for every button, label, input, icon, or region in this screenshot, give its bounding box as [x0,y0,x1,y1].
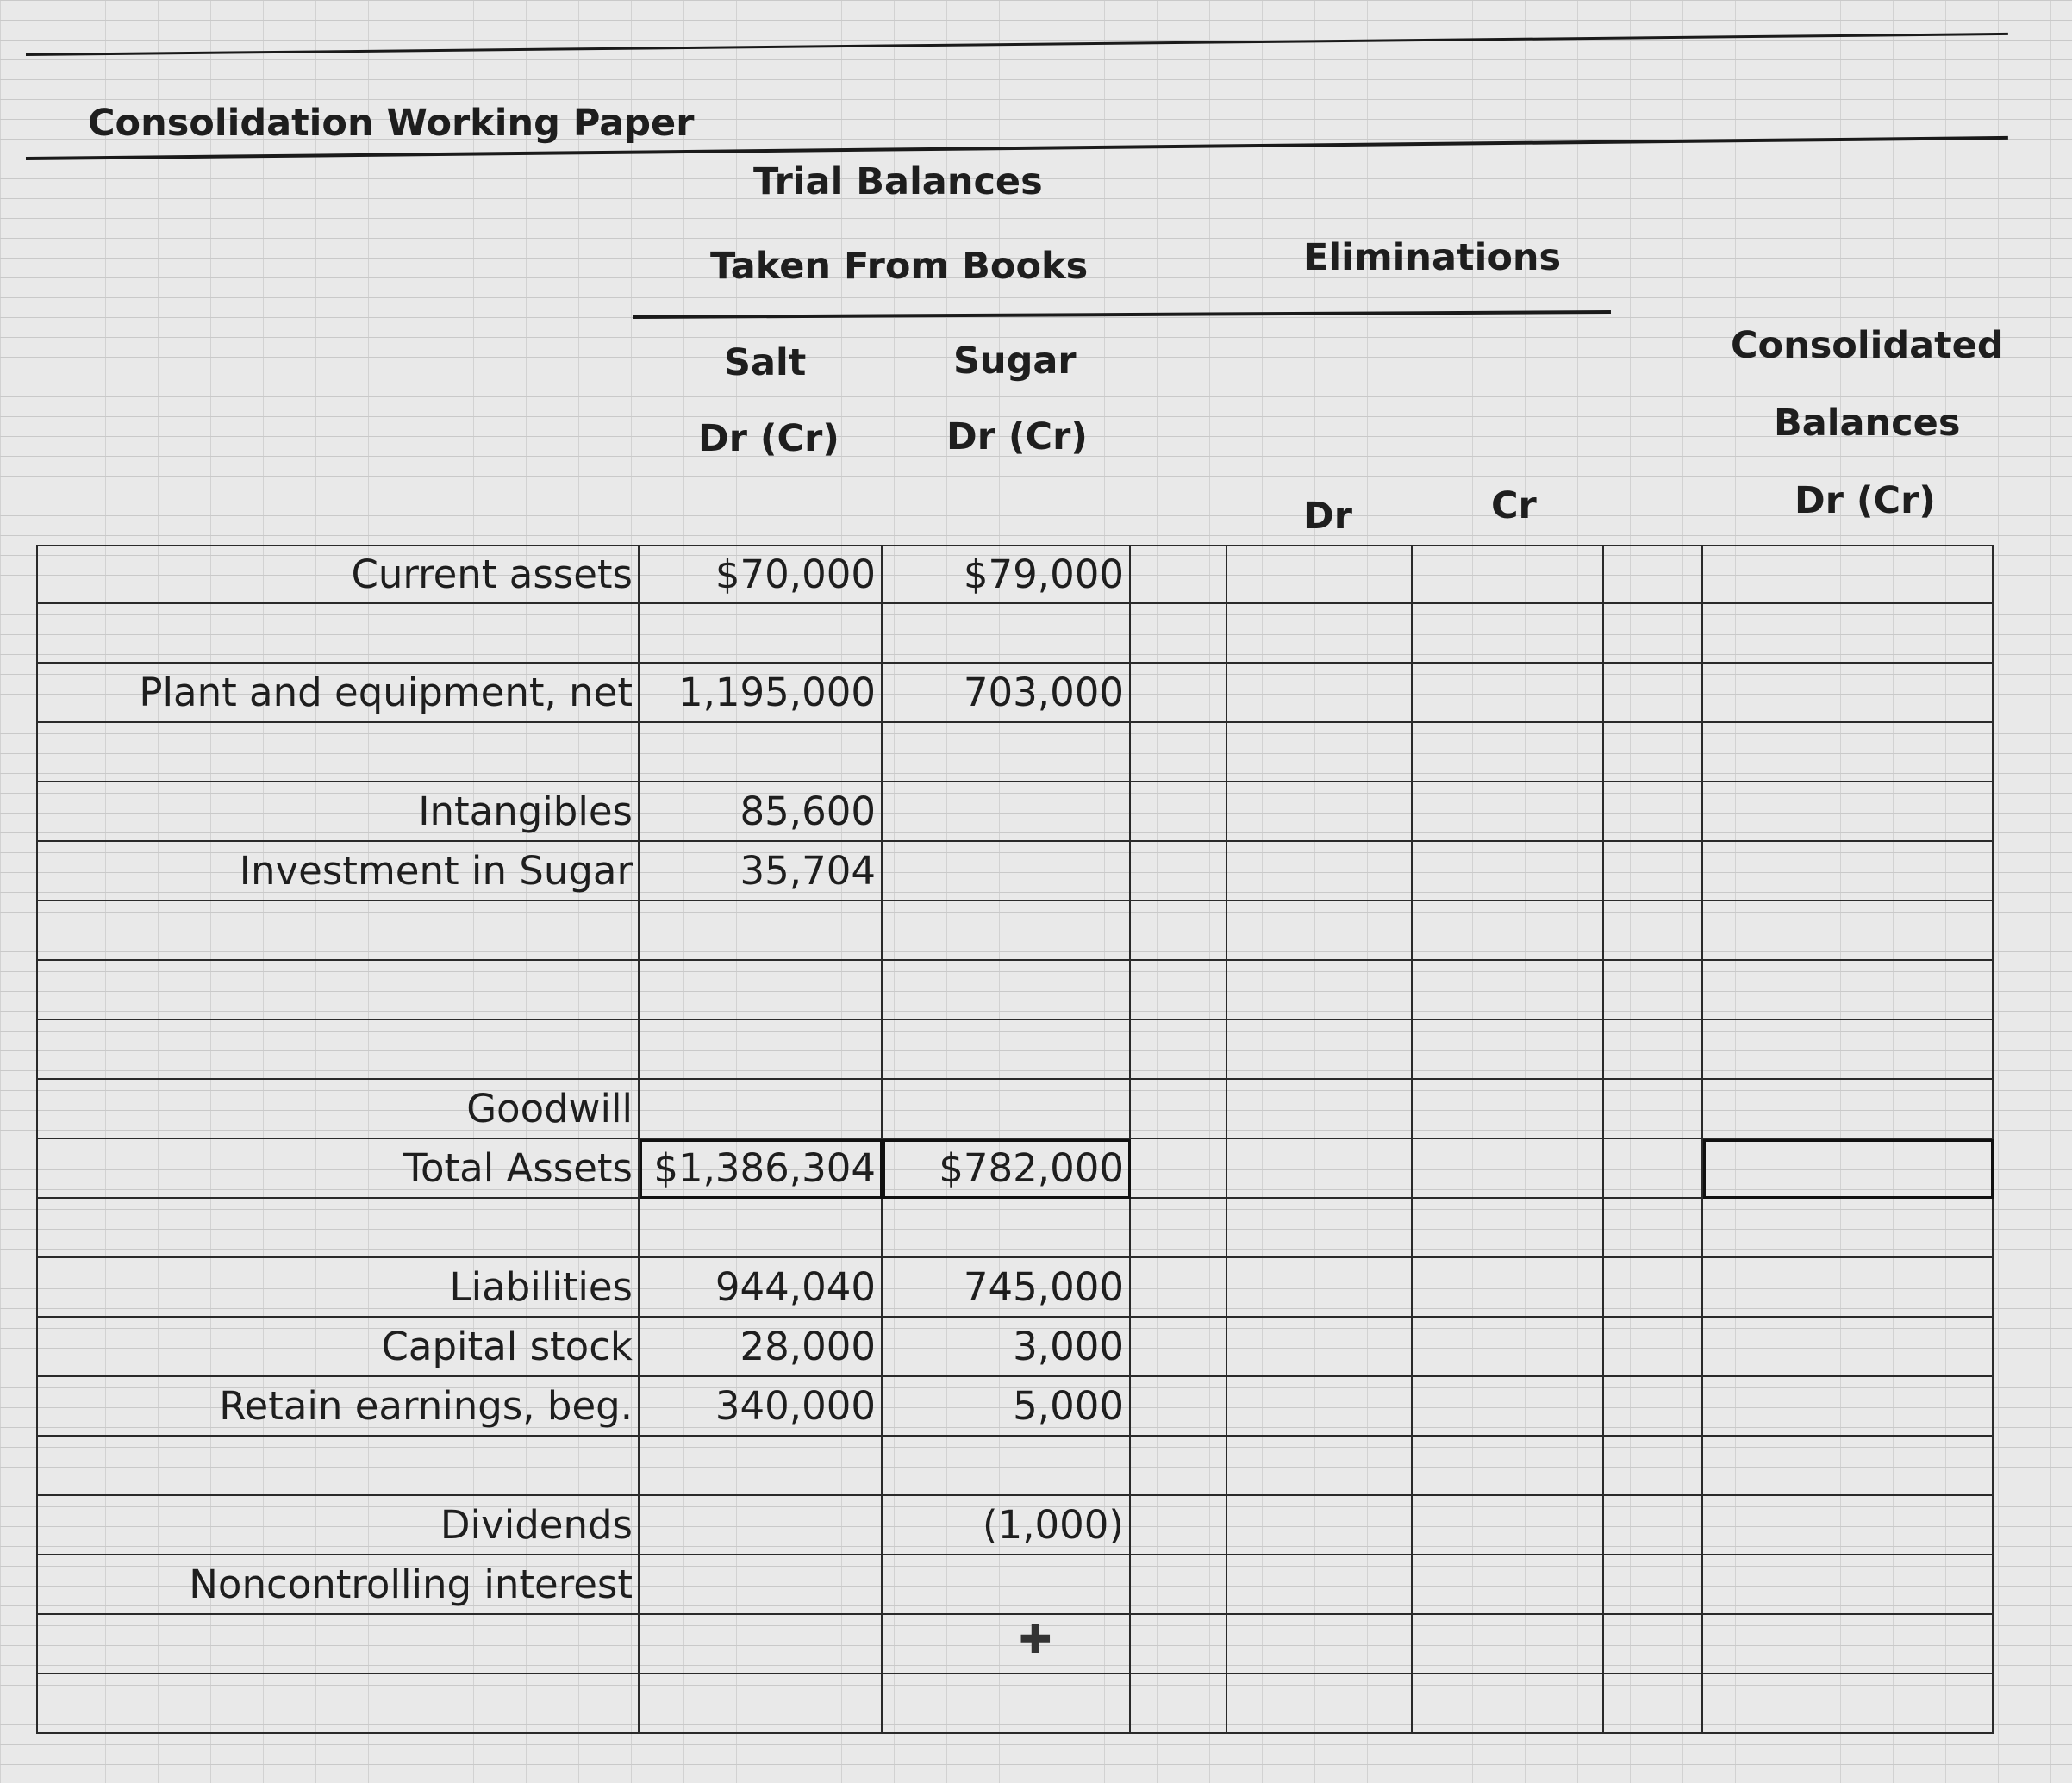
sugar-value[interactable]: 745,000 [883,1258,1131,1318]
sugar-value[interactable]: (1,000) [883,1496,1131,1555]
consolidated-cell[interactable] [1703,1080,1994,1139]
consolidated-cell[interactable] [1703,545,1994,604]
elim-cr-cell[interactable] [1413,1318,1604,1377]
elim-cr-cell[interactable] [1413,1080,1604,1139]
spacer-cell[interactable] [1131,782,1227,842]
elim-cr-cell[interactable] [1413,1199,1604,1258]
salt-value[interactable]: 944,040 [640,1258,883,1318]
consolidated-cell[interactable] [1703,723,1994,782]
spacer-cell[interactable] [1131,842,1227,901]
elim-dr-cell[interactable] [1227,723,1413,782]
spacer-cell[interactable] [1604,604,1703,664]
row-label[interactable]: Liabilities [36,1258,640,1318]
spacer-cell[interactable] [1604,961,1703,1020]
spacer-cell[interactable] [1131,1555,1227,1615]
sugar-value[interactable]: 703,000 [883,664,1131,723]
spacer-cell[interactable] [1604,1080,1703,1139]
salt-value[interactable] [640,961,883,1020]
row-label[interactable]: Current assets [36,545,640,604]
elim-cr-cell[interactable] [1413,723,1604,782]
top-rule [26,33,2008,56]
elim-cr-cell[interactable] [1413,1496,1604,1555]
salt-value[interactable]: 35,704 [640,842,883,901]
elim-dr-cell[interactable] [1227,1139,1413,1199]
elim-dr-cell[interactable] [1227,842,1413,901]
elim-dr-cell[interactable] [1227,1258,1413,1318]
salt-value[interactable]: $1,386,304 [640,1139,883,1199]
spacer-cell[interactable] [1604,842,1703,901]
elim-cr-cell[interactable] [1413,961,1604,1020]
elim-cr-cell[interactable] [1413,1020,1604,1080]
row-label[interactable]: Plant and equipment, net [36,664,640,723]
row-label[interactable] [36,1615,640,1674]
row-label[interactable] [36,1199,640,1258]
salt-value[interactable] [640,604,883,664]
consolidated-cell[interactable] [1703,1318,1994,1377]
consolidated-cell[interactable] [1703,1615,1994,1674]
sugar-value[interactable] [883,604,1131,664]
salt-value[interactable] [640,1496,883,1555]
row-label[interactable] [36,901,640,961]
sugar-value[interactable] [883,1674,1131,1734]
spacer-cell[interactable] [1131,545,1227,604]
consolidated-cell[interactable] [1703,961,1994,1020]
row-label[interactable] [36,1437,640,1496]
salt-value[interactable] [640,1199,883,1258]
spacer-cell[interactable] [1131,1318,1227,1377]
spacer-cell[interactable] [1604,664,1703,723]
salt-value[interactable] [640,1555,883,1615]
sugar-value[interactable]: 5,000 [883,1377,1131,1437]
elim-cr-cell[interactable] [1413,1674,1604,1734]
row-label[interactable]: Retain earnings, beg. [36,1377,640,1437]
consolidated-cell[interactable] [1703,842,1994,901]
consolidated-cell[interactable] [1703,1258,1994,1318]
elim-dr-cell[interactable] [1227,1377,1413,1437]
header-cr: Cr [1491,484,1537,527]
spacer-cell[interactable] [1131,1258,1227,1318]
spacer-cell[interactable] [1604,782,1703,842]
spacer-cell[interactable] [1604,1496,1703,1555]
spacer-cell[interactable] [1604,1139,1703,1199]
elim-dr-cell[interactable] [1227,1615,1413,1674]
salt-value[interactable]: 28,000 [640,1318,883,1377]
header-balances: Balances [1774,402,1961,445]
salt-value[interactable]: 1,195,000 [640,664,883,723]
row-label[interactable] [36,1020,640,1080]
consolidated-cell[interactable] [1703,1139,1994,1199]
salt-value[interactable] [640,1437,883,1496]
spacer-cell[interactable] [1131,1199,1227,1258]
spacer-cell[interactable] [1604,1318,1703,1377]
sugar-value[interactable] [883,1437,1131,1496]
elim-dr-cell[interactable] [1227,901,1413,961]
spacer-cell[interactable] [1131,1139,1227,1199]
consolidated-cell[interactable] [1703,782,1994,842]
spacer-cell[interactable] [1131,604,1227,664]
sugar-value[interactable] [883,961,1131,1020]
header-trial-balances: Trial Balances [753,160,1043,203]
salt-value[interactable] [640,1020,883,1080]
header-eliminations: Eliminations [1303,236,1562,279]
header-sugar: Sugar [953,340,1077,383]
consolidated-cell[interactable] [1703,604,1994,664]
elim-cr-cell[interactable] [1413,664,1604,723]
spacer-cell[interactable] [1131,664,1227,723]
spacer-cell[interactable] [1131,1080,1227,1139]
sugar-value[interactable] [883,842,1131,901]
spacer-cell[interactable] [1604,1674,1703,1734]
spacer-cell[interactable] [1131,1674,1227,1734]
sugar-value[interactable] [883,782,1131,842]
elim-dr-cell[interactable] [1227,1199,1413,1258]
row-label[interactable] [36,604,640,664]
elim-cr-cell[interactable] [1413,782,1604,842]
spacer-cell[interactable] [1131,1615,1227,1674]
spacer-cell[interactable] [1131,901,1227,961]
sheet-title: Consolidation Working Paper [88,102,695,145]
elim-dr-cell[interactable] [1227,664,1413,723]
spacer-cell[interactable] [1604,1555,1703,1615]
salt-value[interactable]: 340,000 [640,1377,883,1437]
header-taken-from-books: Taken From Books [710,245,1089,288]
header-salt-drcr: Dr (Cr) [698,417,839,460]
elim-cr-cell[interactable] [1413,1615,1604,1674]
elim-dr-cell[interactable] [1227,545,1413,604]
spacer-cell[interactable] [1131,723,1227,782]
spacer-cell[interactable] [1131,1377,1227,1437]
elim-dr-cell[interactable] [1227,1555,1413,1615]
salt-value[interactable] [640,1674,883,1734]
worksheet-grid [36,545,1994,1734]
sugar-value[interactable] [883,1555,1131,1615]
row-label[interactable]: Total Assets [36,1139,640,1199]
spacer-cell[interactable] [1131,1020,1227,1080]
salt-value[interactable] [640,1615,883,1674]
sugar-value[interactable]: 3,000 [883,1318,1131,1377]
elim-cr-cell[interactable] [1413,842,1604,901]
salt-value[interactable] [640,901,883,961]
elim-dr-cell[interactable] [1227,782,1413,842]
row-label[interactable] [36,961,640,1020]
sugar-value[interactable] [883,1020,1131,1080]
elim-dr-cell[interactable] [1227,1318,1413,1377]
spacer-cell[interactable] [1604,1258,1703,1318]
spacer-cell[interactable] [1131,961,1227,1020]
elim-cr-cell[interactable] [1413,1437,1604,1496]
sugar-value[interactable] [883,723,1131,782]
spacer-cell[interactable] [1604,1437,1703,1496]
elim-dr-cell[interactable] [1227,604,1413,664]
salt-value[interactable]: 85,600 [640,782,883,842]
sugar-value[interactable]: $79,000 [883,545,1131,604]
salt-value[interactable]: $70,000 [640,545,883,604]
spacer-cell[interactable] [1604,1020,1703,1080]
header-consolidated: Consolidated [1731,324,2004,367]
elim-cr-cell[interactable] [1413,604,1604,664]
header-consolidated-drcr: Dr (Cr) [1794,479,1936,522]
consolidated-cell[interactable] [1703,1674,1994,1734]
consolidated-cell[interactable] [1703,1437,1994,1496]
elim-dr-cell[interactable] [1227,1674,1413,1734]
spacer-cell[interactable] [1604,545,1703,604]
consolidated-cell[interactable] [1703,1496,1994,1555]
spacer-cell[interactable] [1131,1437,1227,1496]
elim-cr-cell[interactable] [1413,1555,1604,1615]
spacer-cell[interactable] [1604,901,1703,961]
elim-cr-cell[interactable] [1413,545,1604,604]
header-sugar-drcr: Dr (Cr) [946,415,1088,458]
salt-value[interactable] [640,1080,883,1139]
consolidated-cell[interactable] [1703,1377,1994,1437]
cell-cursor-icon: ✚ [1019,1616,1052,1662]
spacer-cell[interactable] [1604,1615,1703,1674]
sugar-value[interactable] [883,1080,1131,1139]
elim-dr-cell[interactable] [1227,1080,1413,1139]
row-label[interactable]: Dividends [36,1496,640,1555]
consolidated-cell[interactable] [1703,1555,1994,1615]
spacer-cell[interactable] [1604,723,1703,782]
row-label[interactable]: Intangibles [36,782,640,842]
elim-cr-cell[interactable] [1413,1139,1604,1199]
consolidated-cell[interactable] [1703,1020,1994,1080]
sugar-value[interactable]: $782,000 [883,1139,1131,1199]
elim-dr-cell[interactable] [1227,1496,1413,1555]
row-label[interactable]: Capital stock [36,1318,640,1377]
spacer-cell[interactable] [1604,1199,1703,1258]
salt-value[interactable] [640,723,883,782]
sugar-value[interactable] [883,1199,1131,1258]
elim-cr-cell[interactable] [1413,1377,1604,1437]
header-dr: Dr [1303,495,1352,538]
elim-cr-cell[interactable] [1413,1258,1604,1318]
row-label[interactable]: Investment in Sugar [36,842,640,901]
elim-dr-cell[interactable] [1227,1020,1413,1080]
spacer-cell[interactable] [1131,1496,1227,1555]
elim-cr-cell[interactable] [1413,901,1604,961]
spacer-cell[interactable] [1604,1377,1703,1437]
row-label[interactable] [36,723,640,782]
row-label[interactable]: Goodwill [36,1080,640,1139]
header-salt: Salt [724,341,807,384]
row-label[interactable]: Noncontrolling interest [36,1555,640,1615]
row-label[interactable] [36,1674,640,1734]
elim-dr-cell[interactable] [1227,961,1413,1020]
trial-balances-underline [633,310,1611,319]
sugar-value[interactable] [883,1615,1131,1674]
consolidated-cell[interactable] [1703,1199,1994,1258]
elim-dr-cell[interactable] [1227,1437,1413,1496]
sugar-value[interactable] [883,901,1131,961]
consolidated-cell[interactable] [1703,901,1994,961]
consolidated-cell[interactable] [1703,664,1994,723]
